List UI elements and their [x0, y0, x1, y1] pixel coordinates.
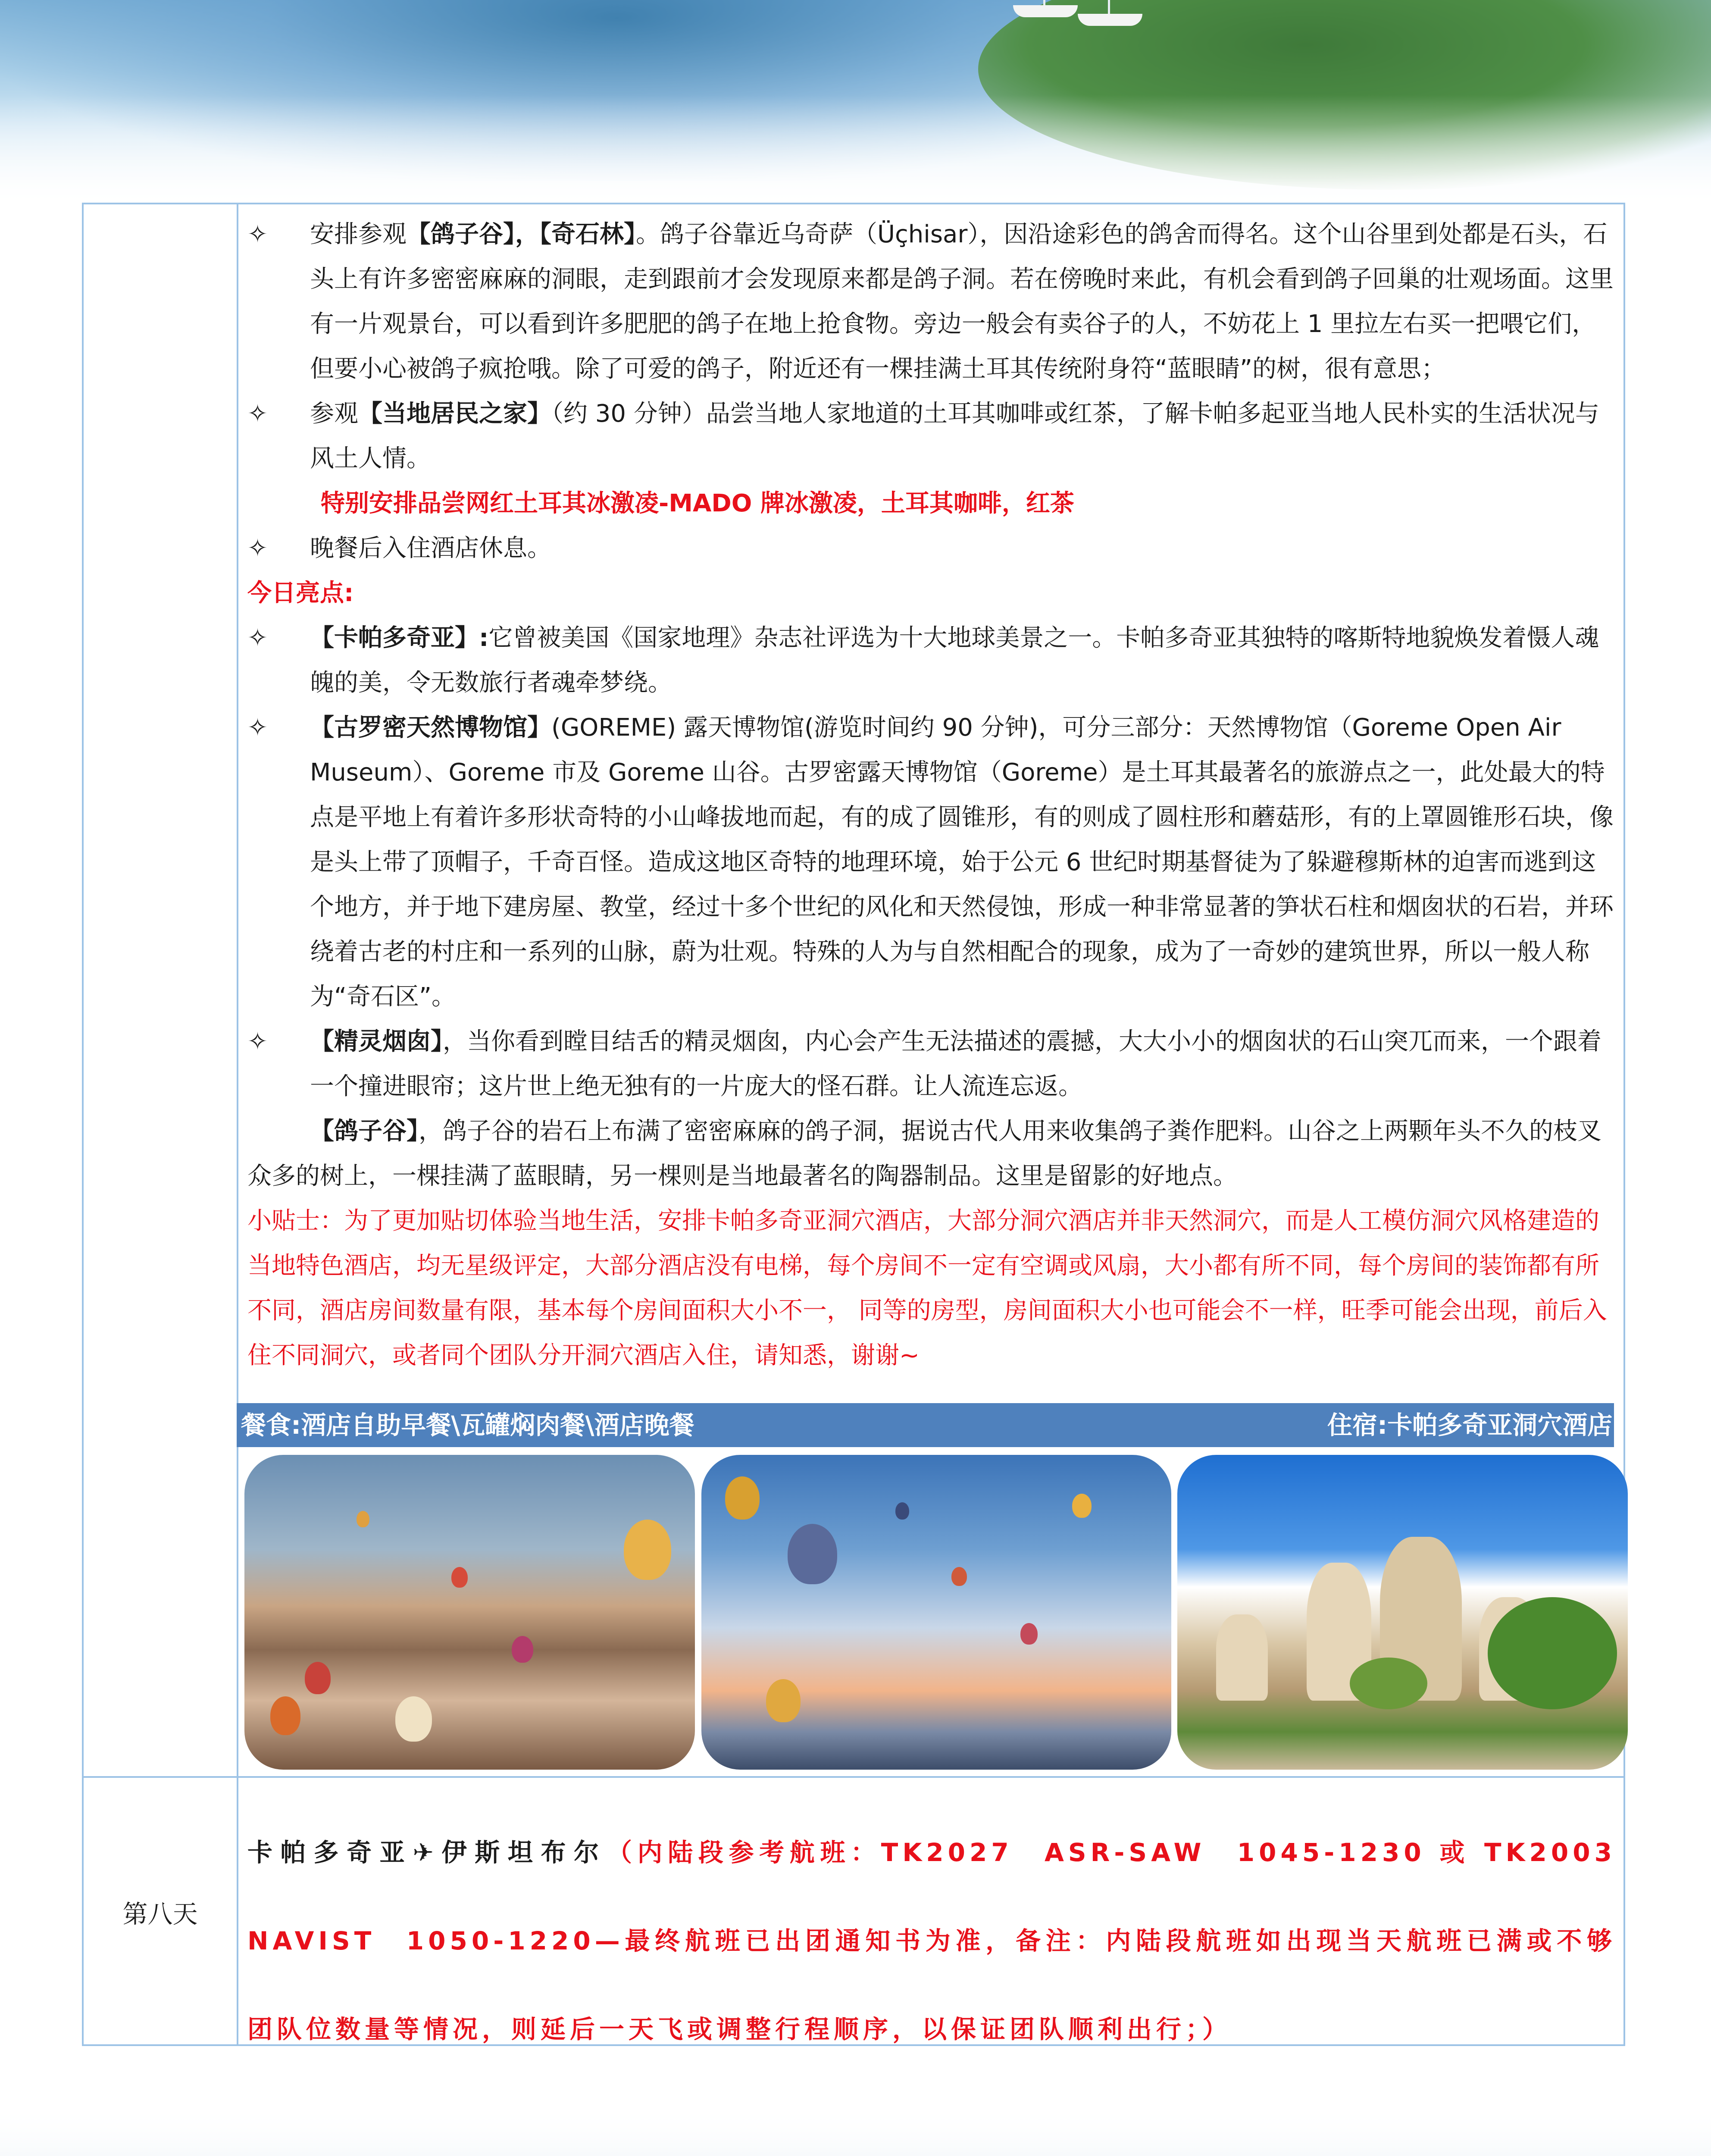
list-item: ✧ 【卡帕多奇亚】:它曾被美国《国家地理》杂志社评选为十大地球美景之一。卡帕多奇亚其独特的喀斯特地貌焕发着慑人魂魄的美，令无数旅行者魂牵梦绕。	[247, 616, 1616, 705]
bullet-icon: ✧	[247, 220, 268, 248]
pigeon-valley-paragraph: 【鸽子谷】，鸽子谷的岩石上布满了密密麻麻的鸽子洞，据说古代人用来收集鸽子粪作肥料。山谷之上两颗年头不久的枝叉众多的树上，一棵挂满了蓝眼睛，另一棵则是当地最著名的陶器制品。这里是留影的好地点。	[247, 1117, 1602, 1190]
itinerary-table	[82, 203, 1645, 2046]
list-item: ✧ 【古罗密天然博物馆】(GOREME) 露天博物馆(游览时间约 90 分钟)，可分三部分：天然博物馆（Goreme Open Air Museum）、Goreme 市及 Goreme 山谷。古罗密露天博物馆（Goreme）是土耳其最著名的旅游点之一，此处最大的特点是平地上有着许多形状奇特的小山峰拔地而起，有的成了圆锥形，有的则成了圆柱形和蘑菇形，有的上罩圆锥形石块，像是头上带了顶帽子，千奇百怪。造成这地区奇特的地理环境，始于公元 6 世纪时期基督徒为了躲避穆斯林的迫害而逃到这个地方，并于地下建房屋、教堂，经过十多个世纪的风化和天然侵蚀，形成一种非常显著的笋状石柱和烟囱状的石岩，并环绕着古老的村庄和一系列的山脉，蔚为壮观。特殊的人为与自然相配合的现象，成为了一奇妙的建筑世界，所以一般人称为“奇石区”。	[247, 705, 1616, 1019]
day8-route	[247, 1808, 1645, 2074]
bullet-icon: ✧	[247, 1028, 268, 1056]
list-item: ✧ 安排参观【鸽子谷】，【奇石林】。鸽子谷靠近乌奇萨（Üçhisar），因沿途彩色的鸽舍而得名。这个山谷里到处都是石头，石头上有许多密密麻麻的洞眼，走到跟前才会发现原来都是鸽子洞。若在傍晚时来此，有机会看到鸽子回巢的壮观场面。这里有一片观景台，可以看到许多肥肥的鸽子在地上抢食物。旁边一般会有卖谷子的人，不妨花上 1 里拉左右买一把喂它们，但要小心被鸽子疯抢哦。除了可爱的鸽子，附近还有一棵挂满土耳其传统附身符“蓝眼睛”的树，很有意思；	[247, 212, 1616, 392]
bullet-icon: ✧	[247, 624, 268, 652]
photo-row	[237, 1455, 1614, 1770]
route-text: 卡帕多奇亚✈伊斯坦布尔	[247, 1838, 607, 1867]
flight-details: （内陆段参考航班：TK2027 ASR-SAW 1045-1230 或 TK2003 NAVIST 1050-1220—最终航班已出团通知书为准，备注：内陆段航班如出现当天航班已满或不够团队位数量等情况，则延后一天飞或调整行程顺序，以保证团队顺利出行；）	[247, 1838, 1645, 2044]
meal-accommodation-bar	[237, 1403, 1614, 1447]
highlights-heading: 今日亮点:	[247, 579, 354, 607]
stay-text: 住宿:卡帕多奇亚洞穴酒店	[1327, 1410, 1613, 1440]
list-item: ✧ 参观【当地居民之家】（约 30 分钟）品尝当地人家地道的土耳其咖啡或红茶，了解卡帕多起亚当地人民朴实的生活状况与风土人情。	[247, 392, 1616, 481]
list-item: ✧ 【精灵烟囱】，当你看到瞠目结舌的精灵烟囱，内心会产生无法描述的震撼，大大小小的烟囱状的石山突兀而来，一个跟着一个撞进眼帘；这片世上绝无独有的一片庞大的怪石群。让人流连忘返。	[247, 1019, 1616, 1109]
bullet-icon: ✧	[247, 714, 268, 742]
bottom-banner-photo	[0, 2104, 1711, 2156]
tips-note: 小贴士：为了更加贴切体验当地生活，安排卡帕多奇亚洞穴酒店，大部分洞穴酒店并非天然洞穴，而是人工模仿洞穴风格建造的当地特色酒店，均无星级评定，大部分酒店没有电梯，每个房间不一定有空调或风扇，大小都有所不同，每个房间的装饰都有所不同，酒店房间数量有限，基本每个房间面积大小不一， 同等的房型，房间面积大小也可能会不一样，旺季可能会出现，前后入住不同洞穴，或者同个团队分开洞穴酒店入住，请知悉，谢谢~	[247, 1207, 1607, 1369]
balloons-over-valley-photo	[244, 1455, 695, 1770]
day8-label: 第八天	[122, 1899, 198, 1929]
special-arrangement: 特别安排品尝网红土耳其冰激凌-MADO 牌冰激凌，土耳其咖啡，红茶	[321, 489, 1074, 517]
top-banner-photo	[0, 0, 1711, 207]
bullet-icon: ✧	[247, 534, 268, 562]
day7-content	[247, 212, 1616, 1378]
bullet-icon: ✧	[247, 400, 268, 428]
list-item: ✧ 晚餐后入住酒店休息。	[247, 526, 1616, 571]
fairy-chimneys-photo	[1177, 1455, 1628, 1770]
meals-text: 餐食:酒店自助早餐\瓦罐焖肉餐\酒店晚餐	[241, 1410, 694, 1440]
balloons-sunrise-photo	[701, 1455, 1171, 1770]
